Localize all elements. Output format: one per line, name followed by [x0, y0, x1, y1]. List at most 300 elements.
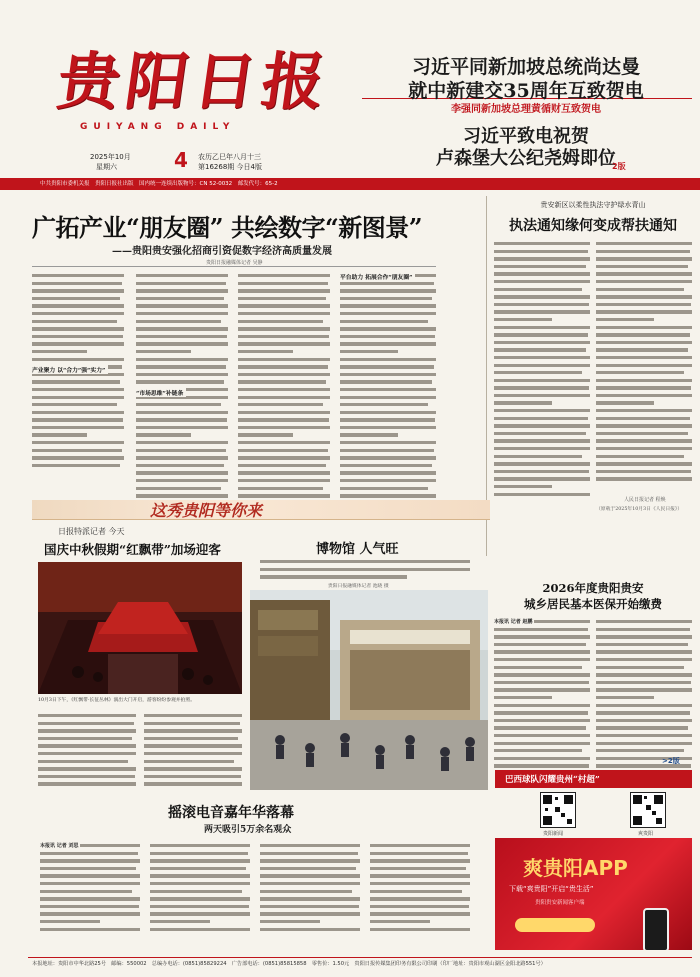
text-line	[150, 910, 250, 918]
text-line	[40, 850, 140, 858]
text-line	[340, 348, 436, 356]
text-line	[238, 424, 330, 432]
text-line	[144, 727, 242, 735]
text-line	[370, 918, 470, 926]
text-line	[596, 324, 692, 332]
text-line	[596, 384, 692, 392]
text-line	[136, 416, 228, 424]
qr-icon	[631, 793, 665, 827]
text-line	[150, 903, 250, 911]
photo-museum[interactable]	[250, 590, 488, 790]
text-line	[260, 895, 360, 903]
text-line	[38, 742, 136, 750]
text-line	[150, 895, 250, 903]
feature-body-2	[144, 712, 242, 792]
text-line	[596, 709, 692, 717]
text-line	[596, 686, 692, 694]
feature-banner-text: 这秀贵阳等你来	[150, 501, 263, 520]
text-line	[494, 308, 590, 316]
text-line	[260, 842, 360, 850]
text-line	[340, 431, 436, 439]
text-line	[238, 462, 330, 470]
text-line	[136, 439, 228, 447]
app-ad[interactable]	[495, 838, 692, 950]
text-line	[136, 310, 228, 318]
text-line	[370, 872, 470, 880]
text-line	[40, 903, 140, 911]
text-line	[596, 656, 692, 664]
text-line	[32, 302, 124, 310]
text-line	[340, 363, 436, 371]
text-line	[32, 416, 124, 424]
text-line	[150, 888, 250, 896]
text-line	[238, 439, 330, 447]
text-line	[32, 340, 124, 348]
text-line	[136, 485, 228, 493]
text-line	[494, 339, 590, 347]
text-line	[596, 392, 692, 400]
lead-rule	[32, 266, 436, 267]
text-line	[494, 301, 590, 309]
text-line	[238, 431, 330, 439]
text-line	[238, 348, 330, 356]
text-line	[40, 857, 140, 865]
text-line	[494, 755, 590, 763]
photo-hongpiaodai[interactable]	[38, 562, 242, 694]
text-line	[238, 287, 330, 295]
text-line	[340, 378, 436, 386]
text-line	[238, 295, 330, 303]
qr-label-2: 爽贵阳	[638, 831, 654, 837]
text-line	[340, 295, 436, 303]
text-line	[238, 318, 330, 326]
text-line	[494, 732, 590, 740]
text-line	[136, 409, 228, 417]
text-line	[596, 362, 692, 370]
text-line	[144, 773, 242, 781]
text-line	[260, 918, 360, 926]
section-head-2: “市场思维”补链条	[136, 388, 186, 397]
text-line	[260, 926, 360, 934]
text-line	[494, 263, 590, 271]
lead-subtitle: ——贵阳贵安强化招商引资促数字经济高质量发展	[112, 246, 332, 257]
text-line	[494, 702, 590, 710]
phone-icon	[643, 908, 669, 950]
text-line	[596, 415, 692, 423]
text-line	[340, 340, 436, 348]
text-line	[32, 409, 124, 417]
text-line	[494, 346, 590, 354]
photo-feature	[28, 500, 498, 790]
text-line	[38, 735, 136, 743]
text-line	[494, 641, 590, 649]
masthead-logo: 贵阳日报	[52, 45, 336, 118]
promo-box[interactable]	[495, 770, 692, 788]
masthead-pinyin: GUIYANG DAILY	[80, 122, 236, 132]
date-block	[60, 146, 310, 176]
text-line	[238, 325, 330, 333]
text-line	[494, 740, 590, 748]
date: 2025年10月	[90, 153, 131, 161]
lead-story	[28, 196, 498, 496]
text-line	[596, 633, 692, 641]
text-line	[136, 454, 228, 462]
info-bar-text: 中共贵阳市委机关报 贵阳日报社出版 国内统一连续出版物号：CN 52-0032 邮发代号：65-2	[40, 181, 278, 187]
text-line	[32, 280, 124, 288]
story-title-1: 2026年度贵阳贵安	[542, 581, 644, 595]
text-line	[340, 287, 436, 295]
text-line	[596, 354, 692, 362]
text-line	[40, 865, 140, 873]
promo-page-ref: >2版	[662, 757, 680, 765]
text-line	[32, 318, 124, 326]
lead-col-4	[340, 272, 436, 502]
download-button[interactable]	[515, 918, 595, 932]
text-line	[596, 641, 692, 649]
text-line	[340, 454, 436, 462]
text-line	[596, 346, 692, 354]
text-line	[494, 747, 590, 755]
text-line	[238, 333, 330, 341]
text-line	[238, 363, 330, 371]
text-line	[32, 394, 124, 402]
photo-museum-image	[250, 590, 488, 790]
text-line	[494, 664, 590, 672]
text-line	[494, 453, 590, 461]
headline-title-2: 就中新建交35周年互致贺电	[408, 80, 644, 102]
text-line	[370, 926, 470, 934]
text-line	[38, 765, 136, 773]
text-line	[238, 447, 330, 455]
text-line	[136, 325, 228, 333]
text-line	[38, 773, 136, 781]
text-line	[596, 308, 692, 316]
lead-byline: 贵阳日报融媒体记者 吴静	[206, 260, 263, 266]
bottom-col-3	[260, 842, 360, 934]
text-line	[596, 724, 692, 732]
text-line	[596, 453, 692, 461]
text-line	[150, 857, 250, 865]
bottom-subtitle: 两天吸引5万余名观众	[204, 825, 292, 835]
text-line	[494, 491, 590, 499]
qr-code-2[interactable]	[630, 792, 666, 828]
text-line	[370, 842, 470, 850]
text-line	[494, 468, 590, 476]
text-line	[150, 872, 250, 880]
text-line	[136, 356, 228, 364]
text-line	[136, 348, 228, 356]
feature-kicker: 日报特派记者 今天	[58, 527, 125, 536]
bottom-title: 摇滚电音嘉年华落幕	[168, 805, 294, 821]
text-line	[260, 573, 470, 581]
headline-subtitle: 李强同新加坡总理黄循财互致贺电	[451, 104, 601, 115]
text-line	[596, 740, 692, 748]
text-line	[494, 407, 590, 415]
text-line	[494, 686, 590, 694]
text-line	[596, 747, 692, 755]
text-line	[260, 857, 360, 865]
text-line	[596, 369, 692, 377]
text-line	[596, 732, 692, 740]
text-line	[494, 369, 590, 377]
headline-title: 习近平同新加坡总统尚达曼	[411, 56, 640, 78]
lunar-date: 农历乙巳年八月十三	[198, 153, 261, 161]
bottom-col-4	[370, 842, 470, 934]
text-line	[32, 272, 124, 280]
text-line	[260, 880, 360, 888]
text-line	[136, 371, 228, 379]
text-line	[494, 362, 590, 370]
text-line	[32, 431, 124, 439]
top-headline-2[interactable]	[362, 122, 692, 174]
text-line	[238, 485, 330, 493]
text-line	[32, 401, 124, 409]
text-line	[596, 664, 692, 672]
text-line	[494, 475, 590, 483]
photo-credit: 贵阳日报融媒体记者 池晓 摄	[328, 584, 389, 589]
text-line	[260, 850, 360, 858]
text-line	[40, 918, 140, 926]
text-line	[596, 437, 692, 445]
text-line	[494, 679, 590, 687]
text-line	[144, 720, 242, 728]
promo-text: 巴西球队闪耀贵州“村超”	[505, 775, 600, 785]
lead-body	[32, 272, 436, 508]
text-line	[340, 477, 436, 485]
text-line	[238, 469, 330, 477]
text-line	[32, 287, 124, 295]
text-line	[494, 437, 590, 445]
text-line	[238, 356, 330, 364]
text-line	[38, 750, 136, 758]
text-line	[596, 648, 692, 656]
bottom-story[interactable]	[28, 802, 498, 952]
text-line	[494, 324, 590, 332]
feature-title-2[interactable]: 博物馆 人气旺	[316, 542, 399, 557]
section-head-3: 平台助力 拓展合作“朋友圈”	[340, 272, 415, 281]
text-line	[370, 888, 470, 896]
day-number: 4	[174, 148, 188, 172]
text-line	[340, 318, 436, 326]
text-line	[238, 394, 330, 402]
text-line	[238, 409, 330, 417]
footer-rule	[28, 957, 692, 958]
text-line	[136, 431, 228, 439]
text-line	[136, 333, 228, 341]
text-line	[136, 302, 228, 310]
text-line	[32, 454, 124, 462]
text-line	[370, 880, 470, 888]
text-line	[494, 270, 590, 278]
bottom-byline: 本报讯 记者 刘思	[40, 843, 79, 849]
text-line	[494, 656, 590, 664]
text-line	[136, 477, 228, 485]
text-line	[494, 377, 590, 385]
lead-title[interactable]: 广拓产业“朋友圈” 共绘数字“新图景”	[32, 213, 423, 242]
text-line	[494, 460, 590, 468]
text-line	[136, 318, 228, 326]
text-line	[340, 401, 436, 409]
text-line	[370, 910, 470, 918]
footer: 本报地址：贵阳市中华北路25号 邮编：550002 总编办电话：(0851)85829224 广告部电话：(0851)85815858 零售价：1.50元 贵阳日报传媒集团印务有限公司印刷（印厂地址：贵阳市观山湖区金阳北路551号）	[32, 961, 546, 967]
text-line	[370, 857, 470, 865]
text-line	[40, 888, 140, 896]
headline-title-2: 卢森堡大公纪尧姆即位	[436, 148, 616, 169]
text-line	[596, 422, 692, 430]
text-line	[238, 454, 330, 462]
text-line	[238, 477, 330, 485]
section-head-1: 产业聚力 以“合力”强“实力”	[32, 365, 108, 374]
text-line	[238, 371, 330, 379]
text-line	[340, 333, 436, 341]
text-line	[144, 742, 242, 750]
text-line	[136, 295, 228, 303]
text-line	[494, 633, 590, 641]
text-line	[370, 865, 470, 873]
top-headline-1[interactable]	[362, 50, 692, 115]
text-line	[150, 918, 250, 926]
story-body-2	[596, 240, 692, 490]
text-line	[238, 416, 330, 424]
app-line-2: 贵阳贵安新闻客户端	[535, 900, 585, 906]
text-line	[494, 430, 590, 438]
text-line	[238, 386, 330, 394]
text-line	[340, 386, 436, 394]
text-line	[596, 618, 692, 626]
text-line	[494, 483, 590, 491]
text-line	[494, 626, 590, 634]
text-line	[494, 293, 590, 301]
text-line	[40, 880, 140, 888]
text-line	[32, 378, 124, 386]
text-line	[150, 926, 250, 934]
app-title: 爽贵阳APP	[523, 856, 628, 880]
text-line	[32, 310, 124, 318]
right-column	[486, 196, 692, 776]
text-line	[494, 694, 590, 702]
text-line	[238, 280, 330, 288]
text-line	[494, 717, 590, 725]
text-line	[32, 325, 124, 333]
text-line	[40, 910, 140, 918]
text-line	[260, 888, 360, 896]
feature-body	[38, 712, 136, 792]
text-line	[136, 401, 228, 409]
text-line	[596, 293, 692, 301]
text-line	[238, 378, 330, 386]
text-line	[494, 316, 590, 324]
text-line	[596, 445, 692, 453]
text-line	[370, 895, 470, 903]
text-line	[150, 842, 250, 850]
text-line	[238, 310, 330, 318]
text-line	[144, 735, 242, 743]
text-line	[136, 447, 228, 455]
text-line	[596, 339, 692, 347]
text-line	[340, 439, 436, 447]
text-line	[40, 895, 140, 903]
text-line	[32, 439, 124, 447]
text-line	[32, 348, 124, 356]
text-line	[260, 558, 470, 566]
text-line	[144, 758, 242, 766]
text-line	[494, 331, 590, 339]
text-line	[136, 424, 228, 432]
text-line	[340, 302, 436, 310]
text-line	[238, 340, 330, 348]
text-line	[238, 272, 330, 280]
text-line	[38, 727, 136, 735]
page-ref-text: 2版	[612, 162, 626, 171]
text-line	[494, 724, 590, 732]
text-line	[136, 462, 228, 470]
text-line	[260, 910, 360, 918]
text-line	[38, 720, 136, 728]
text-line	[136, 469, 228, 477]
text-line	[136, 287, 228, 295]
text-line	[340, 469, 436, 477]
text-line	[494, 248, 590, 256]
story-title-2: 城乡居民基本医保开始缴费	[524, 597, 662, 611]
page-ref	[612, 161, 626, 172]
text-line	[340, 416, 436, 424]
text-line	[494, 648, 590, 656]
text-line	[136, 378, 228, 386]
text-line	[260, 566, 470, 574]
text-line	[596, 240, 692, 248]
text-line	[596, 278, 692, 286]
text-line	[144, 712, 242, 720]
text-line	[340, 447, 436, 455]
text-line	[494, 240, 590, 248]
bottom-col-1	[40, 842, 140, 934]
lead-col-2	[136, 272, 228, 502]
text-line	[596, 694, 692, 702]
text-line	[494, 709, 590, 717]
text-line	[340, 356, 436, 364]
text-line	[596, 702, 692, 710]
text-line	[144, 765, 242, 773]
text-line	[260, 903, 360, 911]
text-line	[494, 445, 590, 453]
photo-red-ribbon-image	[38, 562, 242, 694]
text-line	[596, 377, 692, 385]
text-line	[136, 340, 228, 348]
text-line	[596, 679, 692, 687]
text-line	[32, 386, 124, 394]
story-kicker: 贵安新区以柔性执法守护绿水青山	[540, 201, 646, 209]
text-line	[32, 333, 124, 341]
text-line	[596, 255, 692, 263]
story-byline: 人民日报记者 程焕	[624, 497, 666, 503]
text-line	[40, 926, 140, 934]
text-line	[340, 371, 436, 379]
text-line	[596, 468, 692, 476]
feature-title[interactable]: 国庆中秋假期“红飘带”加场迎客	[44, 542, 221, 557]
text-line	[494, 286, 590, 294]
text-line	[494, 399, 590, 407]
text-line	[494, 415, 590, 423]
story-body	[494, 618, 590, 768]
text-line	[238, 302, 330, 310]
weekday: 星期六	[96, 163, 117, 171]
headline-title: 习近平致电祝贺	[463, 126, 589, 147]
text-line	[150, 850, 250, 858]
qr-code-1[interactable]	[540, 792, 576, 828]
app-line-1: 下载“爽贵阳”开启“贵生活”	[509, 885, 594, 893]
text-line	[150, 880, 250, 888]
qr-icon	[541, 793, 575, 827]
